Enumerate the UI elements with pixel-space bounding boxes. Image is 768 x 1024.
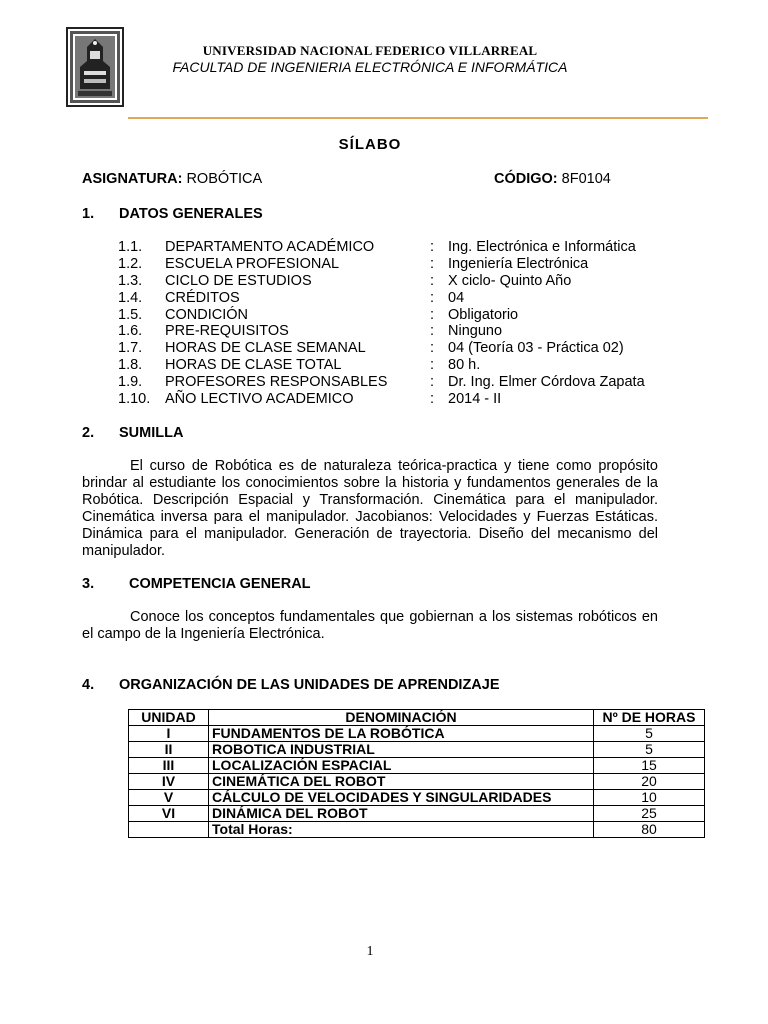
cell-name: CINEMÁTICA DEL ROBOT — [209, 774, 594, 790]
row-colon: : — [430, 307, 435, 323]
section-title-sumilla: SUMILLA — [119, 425, 184, 441]
row-label: AÑO LECTIVO ACADEMICO — [165, 391, 354, 407]
row-number: 1.3. — [118, 273, 143, 289]
section-number: 4. — [82, 677, 95, 693]
subject-label: ASIGNATURA: — [82, 171, 183, 187]
section-title-competencia: COMPETENCIA GENERAL — [129, 576, 311, 592]
header-name: DENOMINACIÓN — [209, 710, 594, 726]
row-label: CONDICIÓN — [165, 307, 248, 323]
row-label: PRE-REQUISITOS — [165, 323, 289, 339]
cell-hours: 10 — [594, 790, 705, 806]
table-row — [129, 726, 705, 742]
subject-value: ROBÓTICA — [186, 171, 263, 187]
cell-hours: 15 — [594, 758, 705, 774]
row-number: 1.9. — [118, 374, 143, 390]
cell-empty — [129, 822, 209, 838]
cell-name: DINÁMICA DEL ROBOT — [209, 806, 594, 822]
row-value: 04 — [448, 290, 465, 306]
cell-unit: V — [129, 790, 209, 806]
row-label: CRÉDITOS — [165, 290, 240, 306]
code-row — [494, 171, 611, 187]
subject-row — [82, 171, 262, 187]
row-value: 80 h. — [448, 357, 481, 373]
header-divider — [128, 117, 708, 119]
document-title: SÍLABO — [338, 136, 402, 153]
row-value: Dr. Ing. Elmer Córdova Zapata — [448, 374, 645, 390]
row-colon: : — [430, 374, 435, 390]
row-colon: : — [430, 323, 435, 339]
table-row — [129, 742, 705, 758]
row-label: CICLO DE ESTUDIOS — [165, 273, 312, 289]
cell-name: LOCALIZACIÓN ESPACIAL — [209, 758, 594, 774]
cell-name: ROBOTICA INDUSTRIAL — [209, 742, 594, 758]
row-label: PROFESORES RESPONSABLES — [165, 374, 388, 390]
cell-unit: I — [129, 726, 209, 742]
cell-unit: VI — [129, 806, 209, 822]
row-number: 1.4. — [118, 290, 143, 306]
row-number: 1.1. — [118, 239, 143, 255]
sumilla-paragraph: El curso de Robótica es de naturaleza teórica-practica y tiene como propósito brindar al estudiante los conocimientos sobre la historia y fundamentos generales de la Robótica. Descripción Espacial y Transformación. Cinemática para el manipulador. Cinemática inversa para el manipulador. Jacobianos: Velocidades y Fuerzas Estáticas. Dinámica para el manipulador. Generación de trayectoria. Diseño del mecanismo del manipulador. — [82, 458, 658, 559]
row-colon: : — [430, 290, 435, 306]
row-colon: : — [430, 273, 435, 289]
section-title-datos-generales: DATOS GENERALES — [119, 206, 263, 222]
section-title-organizacion: ORGANIZACIÓN DE LAS UNIDADES DE APRENDIZAJE — [119, 677, 500, 693]
cell-hours: 5 — [594, 742, 705, 758]
header-unit: UNIDAD — [129, 710, 209, 726]
row-label: HORAS DE CLASE SEMANAL — [165, 340, 366, 356]
cell-name: FUNDAMENTOS DE LA ROBÓTICA — [209, 726, 594, 742]
row-value: Ninguno — [448, 323, 503, 339]
row-colon: : — [430, 357, 435, 373]
header-hours: Nº DE HORAS — [594, 710, 705, 726]
university-crest-icon — [66, 27, 124, 107]
code-label: CÓDIGO: — [494, 171, 558, 187]
table-row — [129, 758, 705, 774]
row-number: 1.6. — [118, 323, 143, 339]
competencia-paragraph: Conoce los conceptos fundamentales que gobiernan a los sistemas robóticos en el campo de la Ingeniería Electrónica. — [82, 609, 658, 642]
row-number: 1.10. — [118, 391, 151, 407]
section-number: 3. — [82, 576, 95, 592]
row-number: 1.2. — [118, 256, 143, 272]
table-header-row — [129, 710, 705, 726]
units-table — [128, 709, 705, 838]
table-total-row — [129, 822, 705, 838]
page-number: 1 — [366, 944, 374, 959]
row-value: X ciclo- Quinto Año — [448, 273, 572, 289]
row-label: DEPARTAMENTO ACADÉMICO — [165, 239, 375, 255]
cell-name: CÁLCULO DE VELOCIDADES Y SINGULARIDADES — [209, 790, 594, 806]
cell-unit: III — [129, 758, 209, 774]
row-colon: : — [430, 340, 435, 356]
cell-total-label: Total Horas: — [209, 822, 594, 838]
section-number: 1. — [82, 206, 95, 222]
cell-hours: 25 — [594, 806, 705, 822]
faculty-name: FACULTAD DE INGENIERIA ELECTRÓNICA E INFORMÁTICA — [172, 59, 568, 75]
row-colon: : — [430, 239, 435, 255]
cell-unit: IV — [129, 774, 209, 790]
row-colon: : — [430, 256, 435, 272]
row-value: 2014 - II — [448, 391, 502, 407]
university-name: UNIVERSIDAD NACIONAL FEDERICO VILLARREAL — [202, 43, 538, 58]
row-colon: : — [430, 391, 435, 407]
row-label: HORAS DE CLASE TOTAL — [165, 357, 342, 373]
table-row — [129, 806, 705, 822]
cell-unit: II — [129, 742, 209, 758]
row-number: 1.8. — [118, 357, 143, 373]
cell-hours: 5 — [594, 726, 705, 742]
row-number: 1.5. — [118, 307, 143, 323]
table-row — [129, 774, 705, 790]
cell-total-hours: 80 — [594, 822, 705, 838]
row-number: 1.7. — [118, 340, 143, 356]
row-value: Ing. Electrónica e Informática — [448, 239, 636, 255]
row-value: 04 (Teoría 03 - Práctica 02) — [448, 340, 624, 356]
row-value: Ingeniería Electrónica — [448, 256, 589, 272]
section-number: 2. — [82, 425, 95, 441]
row-value: Obligatorio — [448, 307, 519, 323]
cell-hours: 20 — [594, 774, 705, 790]
row-label: ESCUELA PROFESIONAL — [165, 256, 340, 272]
table-row — [129, 790, 705, 806]
code-value: 8F0104 — [561, 171, 611, 187]
